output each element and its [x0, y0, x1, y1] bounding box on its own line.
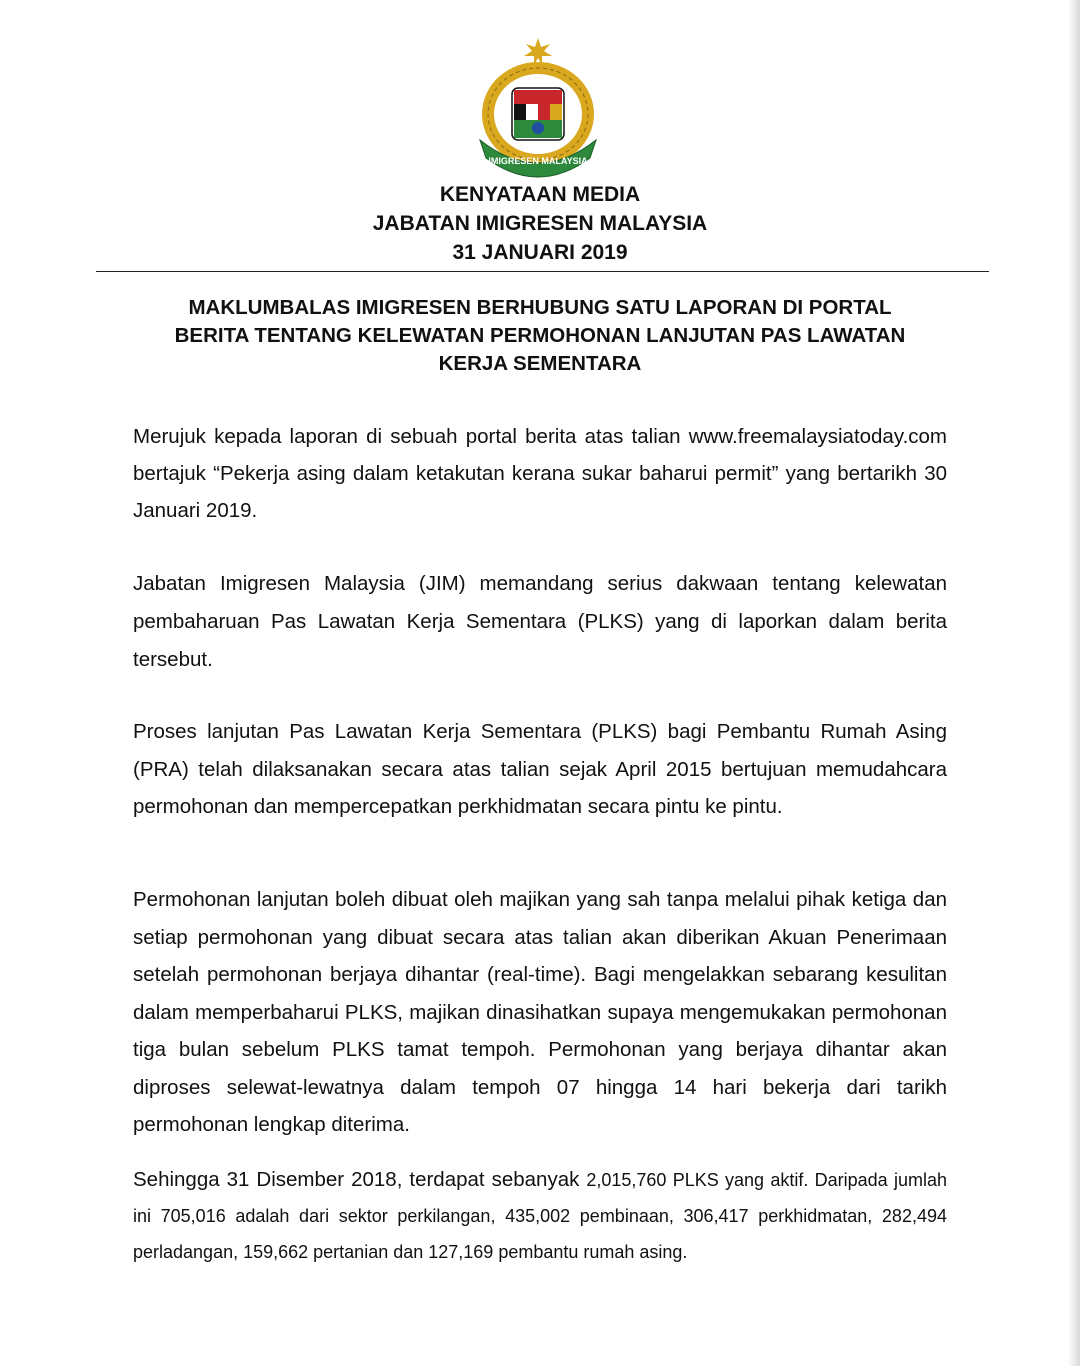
subject-line-1: MAKLUMBALAS IMIGRESEN BERHUBUNG SATU LAPORAN DI PORTAL	[188, 296, 892, 319]
header-title: KENYATAAN MEDIA	[439, 183, 641, 206]
paragraph-2: Jabatan Imigresen Malaysia (JIM) memandang serius dakwaan tentang kelewatan pembaharuan Pas Lawatan Kerja Sementara (PLKS) yang di laporkan dalam berita tersebut.	[133, 572, 947, 671]
subject-line-2: BERITA TENTANG KELEWATAN PERMOHONAN LANJUTAN PAS LAWATAN	[174, 324, 906, 347]
subject-line-3: KERJA SEMENTARA	[438, 352, 642, 375]
header-divider	[96, 271, 989, 272]
paragraph-5-lead: Sehingga 31 Disember 2018, terdapat sebanyak	[133, 1168, 587, 1191]
ribbon-text: IMIGRESEN MALAYSIA	[488, 156, 588, 166]
imigresen-crest-logo	[476, 36, 600, 178]
header-date: 31 JANUARI 2019	[452, 241, 628, 264]
statement-subject	[120, 294, 960, 378]
paragraph-1: Merujuk kepada laporan di sebuah portal berita atas talian www.freemalaysiatoday.com bertajuk “Pekerja asing dalam ketakutan kerana sukar baharui permit” yang bertarikh 30 Januari 2019.	[133, 425, 947, 522]
paragraph-5-statistics: 2,015,760 PLKS yang aktif. Daripada jumlah ini 705,016 adalah dari sektor perkilangan, 435,002 pembinaan, 306,417 perkhidmatan, 282,494 perladangan, 159,662 pertanian dan 127,169 pembantu rumah asing.	[133, 1170, 947, 1262]
crescent-star-icon	[520, 38, 556, 84]
paragraph-5	[133, 1162, 947, 1270]
paragraph-3: Proses lanjutan Pas Lawatan Kerja Sementara (PLKS) bagi Pembantu Rumah Asing (PRA) telah dilaksanakan secara atas talian sejak April 2015 bertujuan memudahcara permohonan dan mempercepatkan perkhidmatan secara pintu ke pintu.	[133, 720, 947, 818]
shield-emblem	[512, 88, 564, 140]
paragraph-4: Permohonan lanjutan boleh dibuat oleh majikan yang sah tanpa melalui pihak ketiga dan setiap permohonan yang dibuat secara atas talian akan diberikan Akuan Penerimaan setelah permohonan berjaya dihantar (real-time). Bagi mengelakkan sebarang kesulitan dalam memperbaharui PLKS, majikan dinasihatkan supaya mengemukakan permohonan tiga bulan sebelum PLKS tamat tempoh. Permohonan yang berjaya dihantar akan diproses selewat-lewatnya dalam tempoh 07 hingga 14 hari bekerja dari tarikh permohonan lengkap diterima.	[133, 888, 947, 1136]
header-department: JABATAN IMIGRESEN MALAYSIA	[372, 212, 708, 235]
media-statement-header	[0, 180, 1080, 267]
